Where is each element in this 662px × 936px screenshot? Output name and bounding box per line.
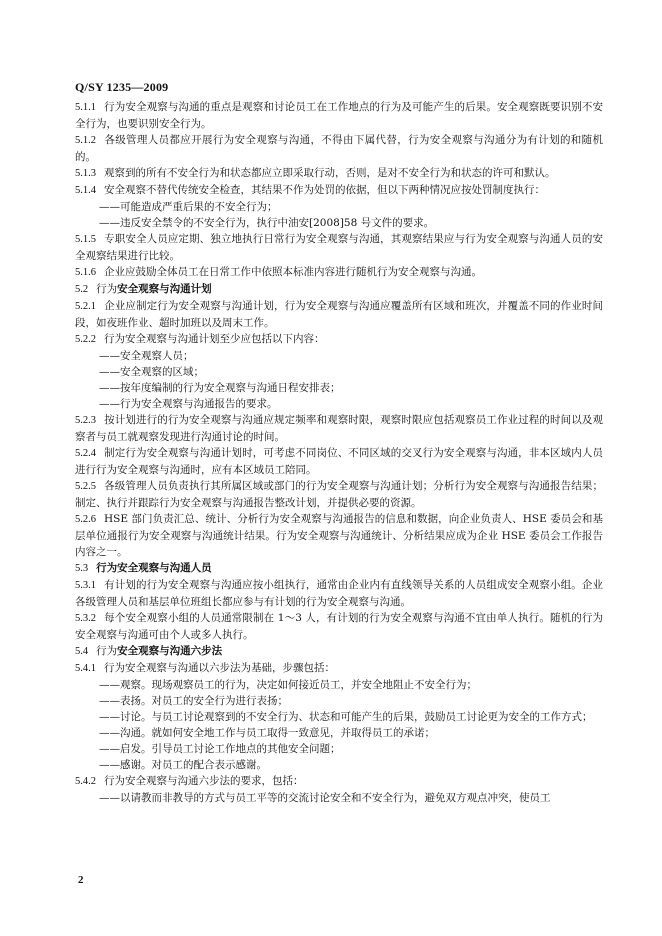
clause-paragraph bbox=[75, 610, 603, 643]
list-item: ——安全观察的区域； bbox=[99, 366, 204, 378]
list-item: ——讨论。与员工讨论观察到的不安全行为、状态和可能产生的后果，鼓励员工讨论更为安全的工作方式； bbox=[99, 711, 593, 723]
clause-number: 5.3.2 bbox=[75, 613, 96, 624]
clause-paragraph bbox=[75, 478, 603, 511]
clause-paragraph bbox=[75, 182, 603, 199]
section-heading bbox=[75, 560, 603, 577]
clause-paragraph bbox=[75, 298, 603, 331]
clause-paragraph bbox=[75, 511, 603, 560]
clause-text: 各级管理人员都应开展行为安全观察与沟通，不得由下属代替，行为安全观察与沟通分为有计划的和随机的。 bbox=[75, 134, 603, 163]
section-heading bbox=[75, 281, 603, 298]
clause-number: 5.1.3 bbox=[75, 168, 96, 179]
clause-text: 有计划的行为安全观察与沟通应按小组执行，通常由企业内有直线领导关系的人员组成安全观察小组。企业各级管理人员和基层单位班组长都应参与有计划的行为安全观察与沟通。 bbox=[75, 579, 603, 608]
clause-number: 5.1.1 bbox=[75, 102, 96, 113]
list-item: ——安全观察人员； bbox=[99, 350, 194, 362]
list-item: ——按年度编制的行为安全观察与沟通日程安排表； bbox=[99, 382, 341, 394]
clause-number: 5.2.5 bbox=[75, 481, 96, 492]
clause-number: 5.3 bbox=[75, 563, 89, 574]
clause-paragraph bbox=[75, 660, 603, 677]
list-item: ——表扬。对员工的安全行为进行表扬； bbox=[99, 695, 288, 707]
clause-paragraph bbox=[75, 445, 603, 478]
clause-paragraph bbox=[75, 773, 603, 790]
clause-number: 5.4 bbox=[75, 646, 89, 657]
clause-text: 行为安全观察与沟通的重点是观察和讨论员工在工作地点的行为及可能产生的后果。安全观察既要识别不安全行为，也要识别安全行为。 bbox=[75, 101, 603, 130]
clause-text: 行为安全观察与沟通计划至少应包括以下内容： bbox=[104, 333, 325, 345]
clause-text: 按计划进行的行为安全观察与沟通应规定频率和观察时限，观察时限应包括观察员工作业过程的时间以及观察者与员工就观察发现进行沟通讨论的时间。 bbox=[75, 414, 603, 443]
clause-text: 专职安全人员应定期、独立地执行日常行为安全观察与沟通，其观察结果应与行为安全观察与沟通人员的安全观察结果进行比较。 bbox=[75, 233, 603, 262]
clause-paragraph bbox=[75, 99, 603, 132]
clause-number: 5.2.6 bbox=[75, 514, 96, 525]
clause-text: 制定行为安全观察与沟通计划时，可考虑不同岗位、不同区域的交叉行为安全观察与沟通，非本区域内人员进行行为安全观察与沟通时，应有本区域员工陪同。 bbox=[75, 447, 603, 476]
clause-number: 5.1.6 bbox=[75, 267, 96, 278]
standard-header: Q/SY 1235—2009 bbox=[75, 80, 169, 94]
clause-number: 5.4.1 bbox=[75, 663, 96, 674]
clause-text: 各级管理人员负责执行其所属区域或部门的行为安全观察与沟通计划；分析行为安全观察与沟通报告结果；制定、执行并跟踪行为安全观察与沟通报告整改计划，并提供必要的资源。 bbox=[75, 480, 603, 509]
clause-text: 安全观察不替代传统安全检查，其结果不作为处罚的依据，但以下两种情况应按处罚制度执行： bbox=[104, 184, 545, 196]
list-item: ——可能造成严重后果的不安全行为； bbox=[99, 201, 278, 213]
heading-text: 行为安全观察与沟通人员 bbox=[96, 562, 212, 574]
clause-number: 5.2 bbox=[75, 284, 89, 295]
list-item: ——沟通。就如何安全地工作与员工取得一致意见，并取得员工的承诺； bbox=[99, 727, 435, 739]
clause-number: 5.2.4 bbox=[75, 448, 96, 459]
clause-number: 5.2.2 bbox=[75, 334, 96, 345]
clause-text: 每个安全观察小组的人员通常限制在 1～3 人，有计划的行为安全观察与沟通不宜由单人执行。随机的行为安全观察与沟通可由个人或多人执行。 bbox=[75, 612, 603, 641]
clause-number: 5.2.3 bbox=[75, 415, 96, 426]
list-item: ——违反安全禁令的不安全行为，执行中油安[2008]58 号文件的要求。 bbox=[99, 217, 435, 229]
clause-text: HSE 部门负责汇总、统计、分析行为安全观察与沟通报告的信息和数据，向企业负责人、HSE 委员会和基层单位通报行为安全观察与沟通统计结果。行为安全观察与沟通统计、分析结果应成为企业 HSE 委员会工作报告内容之一。 bbox=[75, 513, 603, 558]
list-item: ——以请教而非教导的方式与员工平等的交流讨论安全和不安全行为，避免双方观点冲突，使员工 bbox=[99, 792, 551, 804]
clause-text: 观察到的所有不安全行为和状态都应立即采取行动，否则，是对不安全行为和状态的许可和默认。 bbox=[104, 167, 556, 179]
clause-paragraph bbox=[75, 577, 603, 610]
clause-paragraph bbox=[75, 132, 603, 165]
document-body bbox=[75, 99, 603, 806]
clause-text: 企业应制定行为安全观察与沟通计划，行为安全观察与沟通应覆盖所有区域和班次，并覆盖不同的作业时间段，如夜班作业、超时加班以及周末工作。 bbox=[75, 300, 603, 329]
clause-text: 行为安全观察与沟通以六步法为基础，步骤包括： bbox=[104, 662, 335, 674]
clause-number: 5.1.2 bbox=[75, 135, 96, 146]
clause-paragraph bbox=[75, 165, 603, 182]
list-item: ——感谢。对员工的配合表示感谢。 bbox=[99, 759, 267, 771]
page-number: 2 bbox=[78, 874, 84, 886]
clause-text: 企业应鼓励全体员工在日常工作中依照本标准内容进行随机行为安全观察与沟通。 bbox=[104, 266, 482, 278]
clause-number: 5.2.1 bbox=[75, 301, 96, 312]
clause-number: 5.1.5 bbox=[75, 234, 96, 245]
heading-text: 行为安全观察与沟通六步法 bbox=[96, 645, 223, 657]
clause-number: 5.1.4 bbox=[75, 185, 96, 196]
clause-number: 5.4.2 bbox=[75, 776, 96, 787]
section-heading bbox=[75, 643, 603, 660]
clause-paragraph bbox=[75, 231, 603, 264]
clause-text: 行为安全观察与沟通六步法的要求，包括： bbox=[104, 775, 304, 787]
clause-paragraph bbox=[75, 331, 603, 348]
heading-text: 行为安全观察与沟通计划 bbox=[96, 283, 212, 295]
clause-number: 5.3.1 bbox=[75, 580, 96, 591]
clause-paragraph bbox=[75, 412, 603, 445]
list-item: ——启发。引导员工讨论工作地点的其他安全问题； bbox=[99, 743, 341, 755]
list-item: ——观察。现场观察员工的行为，决定如何接近员工，并安全地阻止不安全行为； bbox=[99, 679, 477, 691]
list-item: ——行为安全观察与沟通报告的要求。 bbox=[99, 398, 278, 410]
clause-paragraph bbox=[75, 264, 603, 281]
